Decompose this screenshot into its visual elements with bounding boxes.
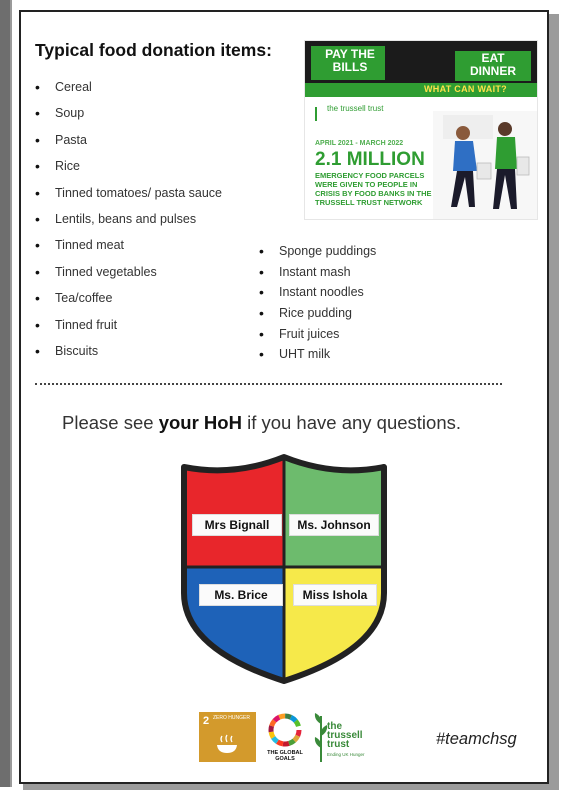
left-edge-bar [0, 0, 12, 787]
trussell-name: the trussell trust [327, 721, 363, 750]
donation-item: • Tinned tomatoes/ pasta sauce [33, 184, 222, 210]
donation-item: • Cereal [33, 78, 222, 104]
trussell-poster [304, 40, 538, 220]
trussell-tagline: Ending UK Hunger [327, 752, 365, 757]
donation-item: • Tinned vegetables [33, 263, 222, 289]
donation-item: • Pasta [33, 131, 222, 157]
page-title: Typical food donation items: [35, 40, 272, 60]
donation-item: • Instant noodles [257, 283, 376, 304]
donation-item: • Biscuits [33, 342, 222, 368]
trussell-logo-icon [315, 107, 325, 121]
document-frame [19, 10, 549, 784]
donation-item: • UHT milk [257, 345, 376, 366]
trussell-trust-logo [313, 710, 375, 764]
donation-item: • Soup [33, 104, 222, 130]
poster-description: EMERGENCY FOOD PARCELS WERE GIVEN TO PEOPLE IN CRISIS BY FOOD BANKS IN THE TRUSSELL TRUST NETWORK [315, 171, 432, 207]
poster-headline-left: PAY THE BILLS [325, 47, 375, 74]
dotted-divider [35, 383, 502, 385]
hoh-name-2: Ms. Johnson [289, 514, 379, 536]
poster-brand: the trussell trust [327, 104, 384, 113]
house-shield [174, 453, 394, 685]
donation-list-right [257, 242, 376, 366]
poster-date-range: APRIL 2021 - MARCH 2022 [315, 140, 404, 147]
sdg-title: ZERO HUNGER [213, 715, 250, 721]
hashtag: #teamchsg [436, 730, 517, 748]
donation-item: • Tinned fruit [33, 316, 222, 342]
donation-item: • Rice [33, 157, 222, 183]
sdg-zero-hunger-badge [199, 712, 256, 762]
donation-item: • Sponge puddings [257, 242, 376, 263]
donation-item: • Tinned meat [33, 236, 222, 262]
question-text: Please see your HoH if you have any questions. [62, 412, 461, 433]
hoh-name-4: Miss Ishola [293, 584, 377, 606]
hoh-name-3: Ms. Brice [199, 584, 283, 606]
donation-item: • Fruit juices [257, 325, 376, 346]
poster-subhead: WHAT CAN WAIT? [423, 84, 507, 94]
hoh-emphasis: your HoH [158, 412, 242, 433]
food-bowl-icon [215, 734, 239, 754]
donation-list-left [33, 78, 222, 368]
global-goals-text: THE GLOBAL GOALS [267, 750, 303, 762]
sdg-number: 2 [203, 715, 210, 727]
donation-item: • Tea/coffee [33, 289, 222, 315]
people-carrying-bags-illustration [433, 111, 537, 219]
global-goals-logo [259, 712, 311, 762]
donation-item: • Instant mash [257, 263, 376, 284]
global-goals-wheel-icon [259, 712, 311, 748]
donation-item: • Lentils, beans and pulses [33, 210, 222, 236]
poster-headline-right: EAT DINNER [469, 51, 516, 78]
hoh-name-1: Mrs Bignall [192, 514, 282, 536]
poster-big-number: 2.1 MILLION [315, 149, 425, 170]
donation-item: • Rice pudding [257, 304, 376, 325]
